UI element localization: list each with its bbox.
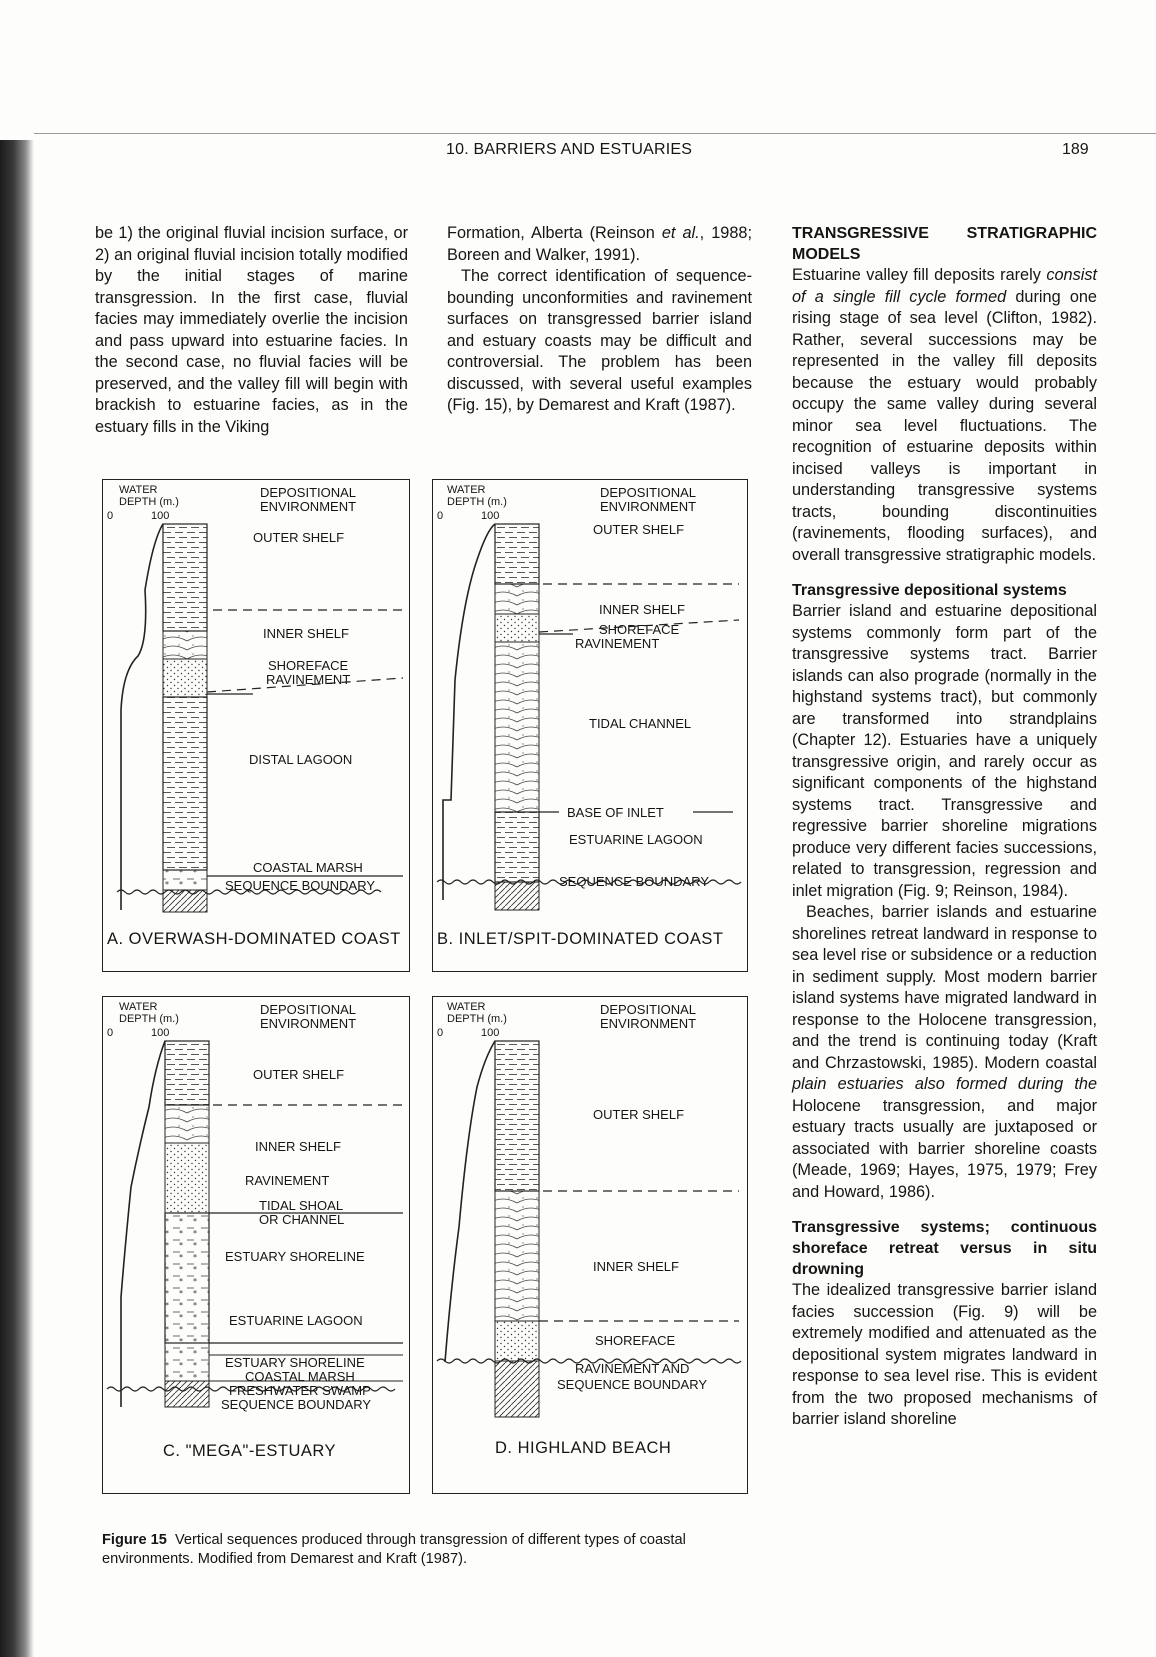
label-shoreface: SHOREFACE — [268, 658, 349, 673]
depositional-environment-header: DEPOSITIONAL ENVIRONMENT — [599, 1002, 697, 1031]
axis-zero: 0 — [437, 1027, 444, 1039]
panel-title-c: C. "MEGA"-ESTUARY — [163, 1442, 337, 1460]
axis-zero: 0 — [437, 510, 444, 522]
running-head: 10. BARRIERS AND ESTUARIES — [446, 141, 693, 158]
axis-hundred: 100 — [151, 510, 170, 522]
water-depth-label: WATER DEPTH (m.) — [119, 484, 179, 508]
label-inner-shelf: INNER SHELF — [599, 602, 685, 617]
paragraph: be 1) the original fluvial incision surface, or 2) an original fluvial incision totally modified by the initial stages of marine transgression. In the first case, fluvial facies may immediately overlie the incision and pass upward into estuarine facies. In the second case, no fluvial facies will be preserved, and the valley fill will begin with brackish to estuarine facies, as in the estuary fills in the Viking — [95, 224, 408, 436]
label-shoreface: SHOREFACE — [595, 1333, 676, 1348]
figure-panel-b — [432, 479, 748, 972]
text-column-1 — [95, 223, 408, 438]
header-rule — [34, 133, 1156, 134]
axis-zero: 0 — [107, 510, 114, 522]
label-ravinement: RAVINEMENT — [575, 636, 660, 651]
page-number: 189 — [1062, 141, 1089, 158]
label-distal-lagoon: DISTAL LAGOON — [249, 752, 353, 767]
label-ravinement-and: RAVINEMENT AND — [575, 1361, 690, 1376]
text-column-2 — [447, 223, 752, 417]
label-estuarine-lagoon: ESTUARINE LAGOON — [229, 1313, 363, 1328]
label-estuary-shoreline: ESTUARY SHORELINE — [225, 1249, 365, 1264]
panel-title-b: B. INLET/SPIT-DOMINATED COAST — [437, 930, 724, 948]
water-depth-label: WATER DEPTH (m.) — [447, 1001, 507, 1025]
page-binding-shadow — [0, 140, 34, 1657]
water-depth-label: WATER DEPTH (m.) — [119, 1001, 179, 1025]
label-or-channel: OR CHANNEL — [259, 1212, 345, 1227]
label-sequence-boundary: SEQUENCE BOUNDARY — [221, 1397, 372, 1412]
label-sequence-boundary: SEQUENCE BOUNDARY — [557, 1377, 708, 1392]
axis-zero: 0 — [107, 1027, 114, 1039]
panel-title-a: A. OVERWASH-DOMINATED COAST — [107, 930, 401, 948]
label-estuarine-lagoon: ESTUARINE LAGOON — [569, 832, 703, 847]
axis-hundred: 100 — [481, 1027, 500, 1039]
stratigraphic-column-d — [433, 997, 747, 1493]
panel-title-d: D. HIGHLAND BEACH — [495, 1439, 672, 1457]
label-outer-shelf: OUTER SHELF — [593, 522, 685, 537]
label-inner-shelf: INNER SHELF — [255, 1139, 341, 1154]
text-column-3 — [792, 223, 1097, 1431]
label-tidal-shoal: TIDAL SHOAL — [259, 1198, 344, 1213]
label-coastal-marsh: COASTAL MARSH — [253, 860, 363, 875]
figure-panel-d — [432, 996, 748, 1494]
label-outer-shelf: OUTER SHELF — [253, 1067, 345, 1082]
label-base-of-inlet: BASE OF INLET — [567, 805, 664, 820]
label-inner-shelf: INNER SHELF — [263, 626, 349, 641]
label-inner-shelf: INNER SHELF — [593, 1259, 679, 1274]
label-ravinement: RAVINEMENT — [266, 672, 351, 687]
paragraph: Barrier island and estuarine depositional systems commonly form part of the transgressive systems tract. Barrier islands can also prograde (normally in the highstand systems tract), but commonly are transformed into strandplains (Chapter 12). Estuaries have a uniquely transgressive origin, and rarely occur as significant components of the highstand systems tract. Transgressive and regressive barrier shoreline migrations produce very different facies successions, related to transgression, regression and inlet migration (Fig. 9; Reinson, 1984). — [792, 602, 1097, 900]
paragraph: The correct identification of sequence-bounding unconformities and ravinement surfaces on transgressed barrier island and estuary coasts may be difficult and controversial. The problem has been discussed, with several useful examples (Fig. 15), by Demarest and Kraft (1987). — [447, 267, 752, 414]
subsection-heading: Transgressive systems; continuous shoreface retreat versus in situ drowning — [792, 1219, 1097, 1278]
water-depth-label: WATER DEPTH (m.) — [447, 484, 507, 508]
axis-hundred: 100 — [481, 510, 500, 522]
label-tidal-channel: TIDAL CHANNEL — [589, 716, 692, 731]
paragraph: Estuarine valley fill deposits rarely consist of a single fill cycle formed during one rising stage of sea level (Clifton, 1982). Rather, several successions may be represented in the valley fill deposits because the estuary would probably occupy the same valley during several minor sea level fluctuations. The recognition of estuarine deposits within incised valleys is important in understanding transgressive systems tracts, bounding discontinuities (ravinements, flooding surfaces), and overall transgressive stratigraphic models. — [792, 266, 1097, 564]
label-sequence-boundary: SEQUENCE BOUNDARY — [559, 874, 710, 889]
label-sequence-boundary: SEQUENCE BOUNDARY — [225, 878, 376, 893]
figure-caption: Figure 15 Vertical sequences produced through transgression of different types of coastal environments. Modified from Demarest and Kraft (1987). — [102, 1532, 686, 1567]
figure-panel-a — [102, 479, 410, 972]
subsection-heading: Transgressive depositional systems — [792, 582, 1067, 599]
label-shoreface: SHOREFACE — [599, 622, 680, 637]
paragraph: Formation, Alberta (Reinson et al., 1988; Boreen and Walker, 1991). — [447, 224, 752, 264]
depositional-environment-header: DEPOSITIONAL ENVIRONMENT — [259, 1002, 357, 1031]
paragraph: The idealized transgressive barrier island facies succession (Fig. 9) will be extremely modified and attenuated as the depositional system migrates landward in response to sea level rise. This is evident from the two proposed mechanisms of barrier island shoreline — [792, 1281, 1097, 1428]
label-outer-shelf: OUTER SHELF — [253, 530, 345, 545]
depositional-environment-header: DEPOSITIONAL ENVIRONMENT — [259, 485, 357, 514]
label-outer-shelf: OUTER SHELF — [593, 1107, 685, 1122]
label-ravinement: RAVINEMENT — [245, 1173, 330, 1188]
stratigraphic-column-a — [103, 480, 409, 971]
label-coastal-marsh: COASTAL MARSH — [245, 1369, 355, 1384]
section-heading: TRANSGRESSIVE STRATIGRAPHIC MODELS — [792, 225, 1097, 263]
depositional-environment-header: DEPOSITIONAL ENVIRONMENT — [599, 485, 697, 514]
label-estuary-shoreline-2: ESTUARY SHORELINE — [225, 1355, 365, 1370]
axis-hundred: 100 — [151, 1027, 170, 1039]
figure-panel-c — [102, 996, 410, 1494]
label-freshwater-swamp: FRESHWATER SWAMP — [229, 1383, 371, 1398]
paragraph: Beaches, barrier islands and estuarine shorelines retreat landward in response to sea level rise or subsidence or a reduction in sediment supply. Most modern barrier island systems have migrated landward in response to the Holocene transgression, and the trend is continuing today (Kraft and Chrzastowski, 1985). Modern coastal plain estuaries also formed during the Holocene transgression, and major estuary tracts usually are juxtaposed or associated with barrier shoreline coasts (Meade, 1969; Hayes, 1975, 1979; Frey and Howard, 1986). — [792, 903, 1097, 1201]
